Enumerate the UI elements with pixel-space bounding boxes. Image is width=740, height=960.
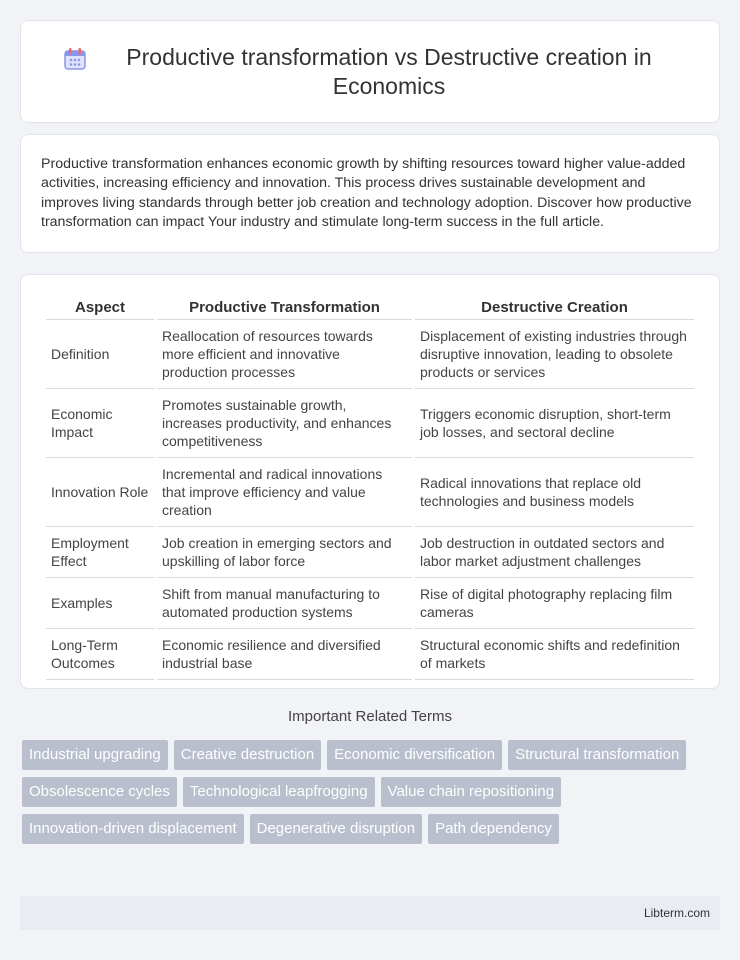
related-terms-list xyxy=(22,740,722,844)
row-destructive: Rise of digital photography replacing film cameras xyxy=(415,578,694,629)
tag-path-dependency[interactable]: Path dependency xyxy=(428,814,559,844)
table-row xyxy=(46,527,694,578)
tag-industrial-upgrading[interactable]: Industrial upgrading xyxy=(22,740,168,770)
tag-value-chain-repositioning[interactable]: Value chain repositioning xyxy=(381,777,562,807)
page-title: Productive transformation vs Destructive creation in Economics xyxy=(126,43,652,99)
related-terms-title: Important Related Terms xyxy=(288,708,452,725)
row-productive: Economic resilience and diversified industrial base xyxy=(157,629,412,680)
row-productive: Job creation in emerging sectors and upskilling of labor force xyxy=(157,527,412,578)
header-destructive-creation: Destructive Creation xyxy=(415,295,694,320)
row-aspect: Economic Impact xyxy=(46,389,154,458)
table-header-row xyxy=(46,295,694,320)
table-row xyxy=(46,629,694,680)
row-aspect: Long-Term Outcomes xyxy=(46,629,154,680)
row-destructive: Radical innovations that replace old technologies and business models xyxy=(415,458,694,527)
tag-obsolescence-cycles[interactable]: Obsolescence cycles xyxy=(22,777,177,807)
tag-economic-diversification[interactable]: Economic diversification xyxy=(327,740,502,770)
footer-site-link[interactable]: Libterm.com xyxy=(643,906,710,920)
row-destructive: Displacement of existing industries through disruptive innovation, leading to obsolete products or services xyxy=(415,320,694,389)
header-aspect: Aspect xyxy=(46,295,154,320)
calendar-icon xyxy=(61,45,89,73)
comparison-table-card xyxy=(20,274,720,689)
row-destructive: Structural economic shifts and redefinition of markets xyxy=(415,629,694,680)
tag-degenerative-disruption[interactable]: Degenerative disruption xyxy=(250,814,422,844)
table-row xyxy=(46,578,694,629)
row-productive: Promotes sustainable growth, increases productivity, and enhances competitiveness xyxy=(157,389,412,458)
row-destructive: Triggers economic disruption, short-term job losses, and sectoral decline xyxy=(415,389,694,458)
row-productive: Reallocation of resources towards more efficient and innovative production processes xyxy=(157,320,412,389)
comparison-table xyxy=(43,295,697,680)
tag-structural-transformation[interactable]: Structural transformation xyxy=(508,740,686,770)
row-aspect: Employment Effect xyxy=(46,527,154,578)
table-row xyxy=(46,458,694,527)
tag-creative-destruction[interactable]: Creative destruction xyxy=(174,740,321,770)
row-aspect: Examples xyxy=(46,578,154,629)
table-row xyxy=(46,389,694,458)
title-wrap xyxy=(61,43,679,101)
row-aspect: Definition xyxy=(46,320,154,389)
header-productive-transformation: Productive Transformation xyxy=(157,295,412,320)
intro-text: Productive transformation enhances economic growth by shifting resources toward higher value-added activities, increasing efficiency and innovation. This process drives sustainable development and improves living standards through better job creation and technology adoption. Discover how productive transformation can impact Your industry and stimulate long-term success in the full article. xyxy=(41,156,692,230)
row-productive: Shift from manual manufacturing to automated production systems xyxy=(157,578,412,629)
row-destructive: Job destruction in outdated sectors and labor market adjustment challenges xyxy=(415,527,694,578)
intro-card xyxy=(20,134,720,253)
row-productive: Incremental and radical innovations that improve efficiency and value creation xyxy=(157,458,412,527)
footer xyxy=(20,896,720,930)
tag-technological-leapfrogging[interactable]: Technological leapfrogging xyxy=(183,777,375,807)
tag-innovation-driven-displacement[interactable]: Innovation-driven displacement xyxy=(22,814,244,844)
table-row xyxy=(46,320,694,389)
header-card xyxy=(20,20,720,123)
row-aspect: Innovation Role xyxy=(46,458,154,527)
